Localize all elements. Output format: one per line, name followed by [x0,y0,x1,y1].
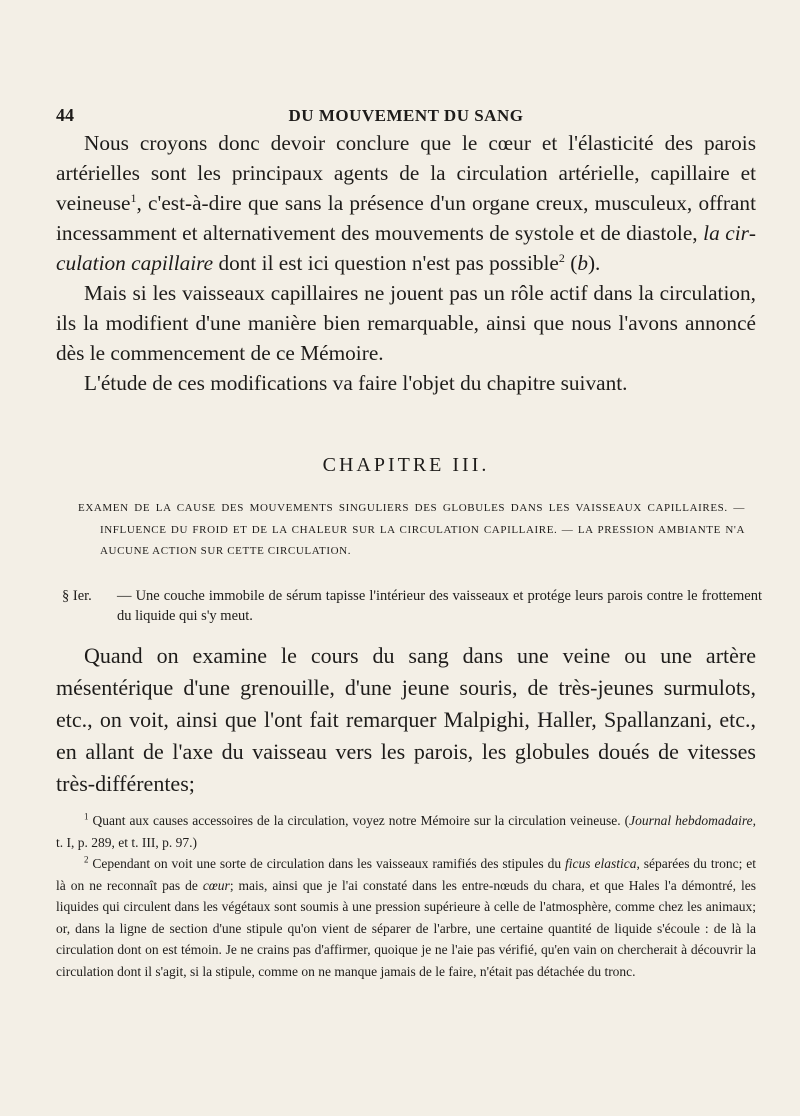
footnote-ref-2: 2 [558,250,565,265]
footnote-2: $^2$ Cependant on voit une sorte de circulation dans les vaisseaux ramifiés des stipules du ficus elastica, séparées du tronc; et là on ne reconnaît pas de cœur; mais, ainsi que je l'ai constaté dans les entre-nœuds du chara, et que Hales l'a démontré, les liquides qui circulent dans les végétaux sont soumis à une pression supérieure à celle de l'atmosphère, comme chez les animaux; or, dans la ligne de section d'une stipule qu'on vient de séparer de l'arbre, une certaine quantité de liquide s'écoule : de là la circulation dont on est témoin. Je ne crains pas d'affirmer, quoique je ne l'aie pas vérifié, qu'en vain on chercherait à découvrir la circulation dont il s'agit, si la stipule, comme on ne manque jamais de le faire, n'était pas détachée du tronc. [56,854,757,979]
paragraph-conclusion: Nous croyons donc devoir conclure que le cœur et l'élasticité des parois artérielles sont les principaux agents de la circulation artérielle, capillaire et veineuse$^1$, c'est-à-dire que sans la présence d'un organe creux, musculeux, offrant incessamment et alternativement des mouvements de systole et de diastole, la circulation capillaire dont il est ici question n'est pas possible$^2$ (b). [56,131,756,275]
footnotes [56,810,756,982]
body-text [56,128,756,398]
footnote-1: $^1$ Quant aux causes accessoires de la circulation, voyez notre Mémoire sur la circulation veineuse. (Journal hebdomadaire, t. I, p. 289, et t. III, p. 97.) [56,811,757,850]
running-head: DU MOUVEMENT DU SANG [288,106,524,125]
page-header [56,105,756,129]
chapter-summary: EXAMEN DE LA CAUSE DES MOUVEMENTS SINGULIERS DES GLOBULES DANS LES VAISSEAUX CAPILLAIRES. — INFLUENCE DU FROID ET DE LA CHALEUR SUR LA CIRCULATION CAPILLAIRE. — LA PRESSION AMBIANTE N'A AUCUNE ACTION SUR CETTE CIRCULATION. [78,502,745,557]
paragraph-capillaries: Mais si les vaisseaux capillaires ne jouent pas un rôle actif dans la circulation, ils la modifient d'une manière bien remarquable, ainsi que nous l'avons annoncé dès le commencement de ce Mémoire. [56,281,756,365]
section-label: § Ier. [62,588,92,604]
page-number: 44 [56,105,74,125]
chapter-body [56,640,756,800]
note-ref-b: b [577,251,588,275]
section-heading [62,586,762,626]
section-text: — Une couche immobile de sérum tapisse l'intérieur des vaisseaux et protége leurs parois contre le frottement du liquide qui s'y meut. [117,588,762,624]
footnote-ref-1: 1 [130,190,137,205]
chapter-title: CHAPITRE III. [322,454,490,476]
paragraph-transition: L'étude de ces modifications va faire l'objet du chapitre suivant. [84,371,628,395]
paragraph-observation: Quand on examine le cours du sang dans une veine ou une artère mésentérique d'une grenouille, d'une jeune souris, de très-jeunes surmulots, etc., on voit, ainsi que l'ont fait remarquer Malpighi, Haller, Spallanzani, etc., en allant de l'axe du vaisseau vers les parois, les globules doués de vitesses très-différentes; [56,643,756,796]
